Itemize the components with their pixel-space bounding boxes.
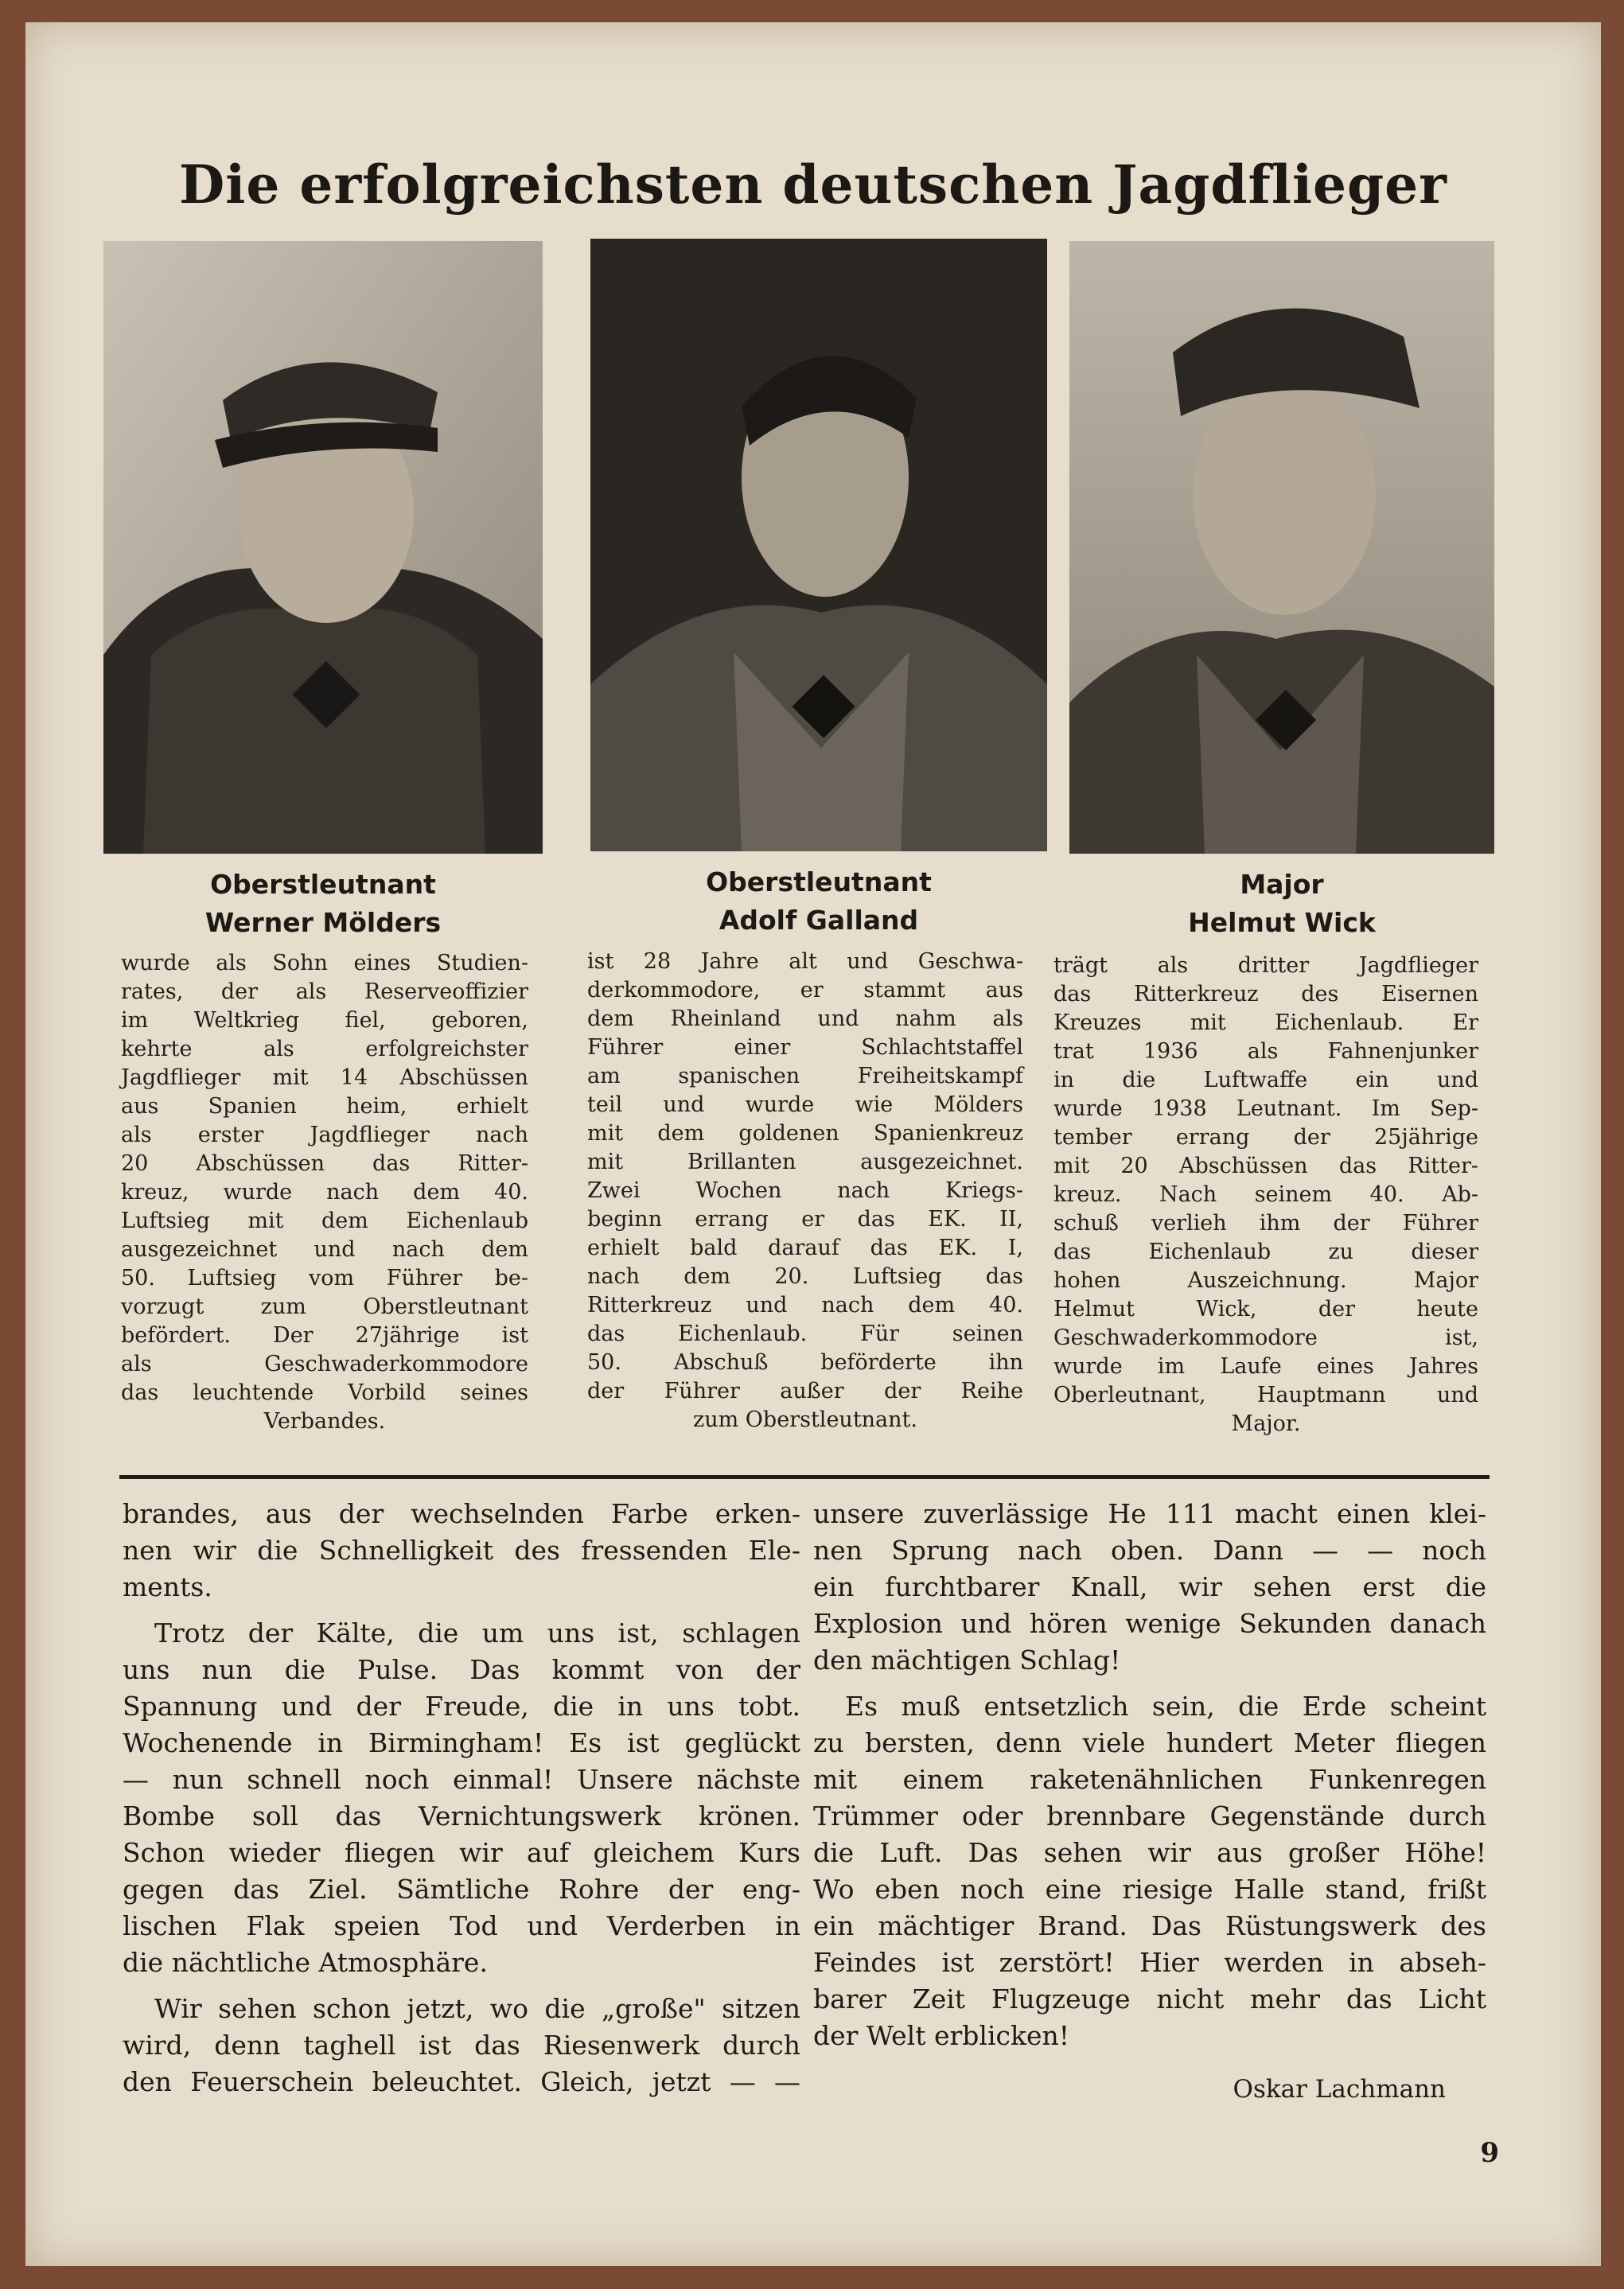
text-line: Trotz der Kälte, die um uns ist, schlagen bbox=[154, 1617, 800, 1649]
article-column-left bbox=[123, 1496, 800, 2110]
bio-line: Ritterkreuz und nach dem 40. bbox=[587, 1293, 1023, 1318]
bio-line: wurde 1938 Leutnant. Im Sep- bbox=[1053, 1096, 1478, 1121]
magazine-page bbox=[25, 22, 1601, 2266]
bio-line: aus Spanien heim, erhielt bbox=[121, 1094, 528, 1119]
text-line: — nun schnell noch einmal! Unsere nächste bbox=[123, 1764, 800, 1795]
pilot-fullname: Helmut Wick bbox=[1188, 907, 1376, 938]
paragraph bbox=[123, 1615, 800, 1981]
bio-line: rates, der als Reserveoffizier bbox=[121, 979, 528, 1004]
pilot-name-galland bbox=[606, 863, 1031, 940]
bio-line: der Führer außer der Reihe bbox=[587, 1379, 1023, 1403]
bio-line: trat 1936 als Fahnenjunker bbox=[1053, 1039, 1478, 1064]
bio-line: Jagdflieger mit 14 Abschüssen bbox=[121, 1065, 528, 1090]
text-line: brandes, aus der wechselnden Farbe erken- bbox=[123, 1498, 800, 1529]
text-line: zu bersten, denn viele hundert Meter fliegen bbox=[813, 1727, 1486, 1758]
bio-line: derkommodore, er stammt aus bbox=[587, 978, 1023, 1002]
bio-line: schuß verlieh ihm der Führer bbox=[1053, 1211, 1478, 1236]
pilot-rank: Major bbox=[1240, 869, 1324, 900]
paragraph bbox=[813, 1496, 1486, 1679]
text-line: ments. bbox=[123, 1571, 212, 1602]
pilot-rank: Oberstleutnant bbox=[210, 869, 436, 900]
bio-line: 20 Abschüssen das Ritter- bbox=[121, 1151, 528, 1176]
page-number: 9 bbox=[1480, 2137, 1499, 2169]
pilot-rank: Oberstleutnant bbox=[706, 866, 932, 897]
bio-line: Oberleutnant, Hauptmann und bbox=[1053, 1383, 1478, 1407]
bio-line: wurde im Laufe eines Jahres bbox=[1053, 1354, 1478, 1379]
bio-line: teil und wurde wie Mölders bbox=[587, 1092, 1023, 1117]
text-line: ein mächtiger Brand. Das Rüstungswerk des bbox=[813, 1910, 1486, 1941]
bio-line: das Eichenlaub zu dieser bbox=[1053, 1240, 1478, 1264]
bio-line: vorzugt zum Oberstleutnant bbox=[121, 1294, 528, 1319]
bio-galland bbox=[587, 948, 1023, 1435]
article-author: Oskar Lachmann bbox=[1233, 2075, 1446, 2104]
bio-line: trägt als dritter Jagdflieger bbox=[1053, 953, 1478, 978]
bio-line: ist 28 Jahre alt und Geschwa- bbox=[587, 949, 1023, 974]
text-line: Trümmer oder brennbare Gegenstände durch bbox=[813, 1800, 1486, 1832]
text-line: Feindes ist zerstört! Hier werden in abseh- bbox=[813, 1947, 1486, 1978]
bio-line: 50. Abschuß beförderte ihn bbox=[587, 1350, 1023, 1375]
bio-line: beginn errang er das EK. II, bbox=[587, 1207, 1023, 1232]
bio-line: ausgezeichnet und nach dem bbox=[121, 1237, 528, 1262]
bio-line: das Eichenlaub. Für seinen bbox=[587, 1322, 1023, 1346]
text-line: Wo eben noch eine riesige Halle stand, frißt bbox=[813, 1874, 1486, 1905]
bio-wick bbox=[1053, 952, 1478, 1438]
page-title: Die erfolgreichsten deutschen Jagdflieger bbox=[179, 154, 1447, 216]
text-line: Explosion und hören wenige Sekunden danach bbox=[813, 1608, 1486, 1639]
article-column-right bbox=[813, 1496, 1486, 2064]
bio-line: dem Rheinland und nahm als bbox=[587, 1006, 1023, 1031]
portrait-moelders bbox=[103, 241, 543, 854]
text-line: ein furchtbarer Knall, wir sehen erst die bbox=[813, 1571, 1486, 1602]
bio-line: in die Luftwaffe ein und bbox=[1053, 1068, 1478, 1092]
pilot-name-moelders bbox=[119, 866, 527, 942]
bio-line: hohen Auszeichnung. Major bbox=[1053, 1268, 1478, 1293]
bio-line: am spanischen Freiheitskampf bbox=[587, 1064, 1023, 1088]
bio-line: tember errang der 25jährige bbox=[1053, 1125, 1478, 1150]
bio-line: befördert. Der 27jährige ist bbox=[121, 1323, 528, 1348]
bio-line: Führer einer Schlachtstaffel bbox=[587, 1035, 1023, 1060]
bio-moelders bbox=[121, 949, 528, 1436]
bio-line: nach dem 20. Luftsieg das bbox=[587, 1264, 1023, 1289]
bio-line: kreuz, wurde nach dem 40. bbox=[121, 1180, 528, 1205]
bio-line: wurde als Sohn eines Studien- bbox=[121, 951, 528, 975]
bio-line: Helmut Wick, der heute bbox=[1053, 1297, 1478, 1322]
bio-line: Verbandes. bbox=[263, 1409, 386, 1434]
bio-line: mit 20 Abschüssen das Ritter- bbox=[1053, 1154, 1478, 1178]
text-line: Es muß entsetzlich sein, die Erde scheint bbox=[845, 1691, 1486, 1722]
section-divider bbox=[119, 1475, 1490, 1479]
bio-line: Zwei Wochen nach Kriegs- bbox=[587, 1178, 1023, 1203]
portrait-galland bbox=[590, 239, 1047, 851]
bio-line: erhielt bald darauf das EK. I, bbox=[587, 1236, 1023, 1260]
text-line: die nächtliche Atmosphäre. bbox=[123, 1947, 488, 1978]
text-line: Wir sehen schon jetzt, wo die „große" sitzen bbox=[154, 1993, 800, 2024]
text-line: Bombe soll das Vernichtungswerk krönen. bbox=[123, 1800, 800, 1832]
pilot-name-wick bbox=[1085, 866, 1478, 942]
text-line: Schon wieder fliegen wir auf gleichem Kurs bbox=[123, 1837, 800, 1868]
bio-line: mit Brillanten ausgezeichnet. bbox=[587, 1150, 1023, 1174]
bio-line: kehrte als erfolgreichster bbox=[121, 1037, 528, 1061]
text-line: der Welt erblicken! bbox=[813, 2020, 1070, 2051]
bio-line: zum Oberstleutnant. bbox=[693, 1407, 917, 1432]
bio-line: das Ritterkreuz des Eisernen bbox=[1053, 982, 1478, 1006]
text-line: wird, denn taghell ist das Riesenwerk durch bbox=[123, 2030, 800, 2061]
bio-line: im Weltkrieg fiel, geboren, bbox=[121, 1008, 528, 1033]
bio-line: Kreuzes mit Eichenlaub. Er bbox=[1053, 1010, 1478, 1035]
bio-line: 50. Luftsieg vom Führer be- bbox=[121, 1266, 528, 1290]
pilot-fullname: Adolf Galland bbox=[719, 905, 919, 936]
bio-line: Luftsieg mit dem Eichenlaub bbox=[121, 1209, 528, 1233]
bio-line: als erster Jagdflieger nach bbox=[121, 1123, 528, 1147]
text-line: mit einem raketenähnlichen Funkenregen bbox=[813, 1764, 1486, 1795]
paragraph bbox=[123, 1496, 800, 1606]
text-line: uns nun die Pulse. Das kommt von der bbox=[123, 1654, 800, 1685]
text-line: den mächtigen Schlag! bbox=[813, 1645, 1121, 1676]
text-line: den Feuerschein beleuchtet. Gleich, jetzt — — bbox=[123, 2066, 800, 2097]
text-line: nen wir die Schnelligkeit des fressenden Ele- bbox=[123, 1535, 800, 1566]
text-line: nen Sprung nach oben. Dann — — noch bbox=[813, 1535, 1486, 1566]
text-line: unsere zuverlässige He 111 macht einen klei- bbox=[813, 1498, 1486, 1529]
bio-line: als Geschwaderkommodore bbox=[121, 1352, 528, 1376]
text-line: barer Zeit Flugzeuge nicht mehr das Licht bbox=[813, 1983, 1486, 2015]
portrait-wick bbox=[1069, 241, 1494, 854]
text-line: Spannung und der Freude, die in uns tobt. bbox=[123, 1691, 800, 1722]
bio-line: das leuchtende Vorbild seines bbox=[121, 1380, 528, 1405]
bio-line: mit dem goldenen Spanienkreuz bbox=[587, 1121, 1023, 1146]
text-line: gegen das Ziel. Sämtliche Rohre der eng- bbox=[123, 1874, 800, 1905]
bio-line: kreuz. Nach seinem 40. Ab- bbox=[1053, 1182, 1478, 1207]
paragraph bbox=[123, 1991, 800, 2100]
paragraph bbox=[813, 1688, 1486, 2054]
pilot-fullname: Werner Mölders bbox=[204, 907, 442, 938]
bio-line: Geschwaderkommodore ist, bbox=[1053, 1326, 1478, 1350]
text-line: lischen Flak speien Tod und Verderben in bbox=[123, 1910, 800, 1941]
text-line: die Luft. Das sehen wir aus großer Höhe! bbox=[813, 1837, 1486, 1868]
bio-line: Major. bbox=[1231, 1411, 1301, 1436]
text-line: Wochenende in Birmingham! Es ist geglückt bbox=[123, 1727, 800, 1758]
